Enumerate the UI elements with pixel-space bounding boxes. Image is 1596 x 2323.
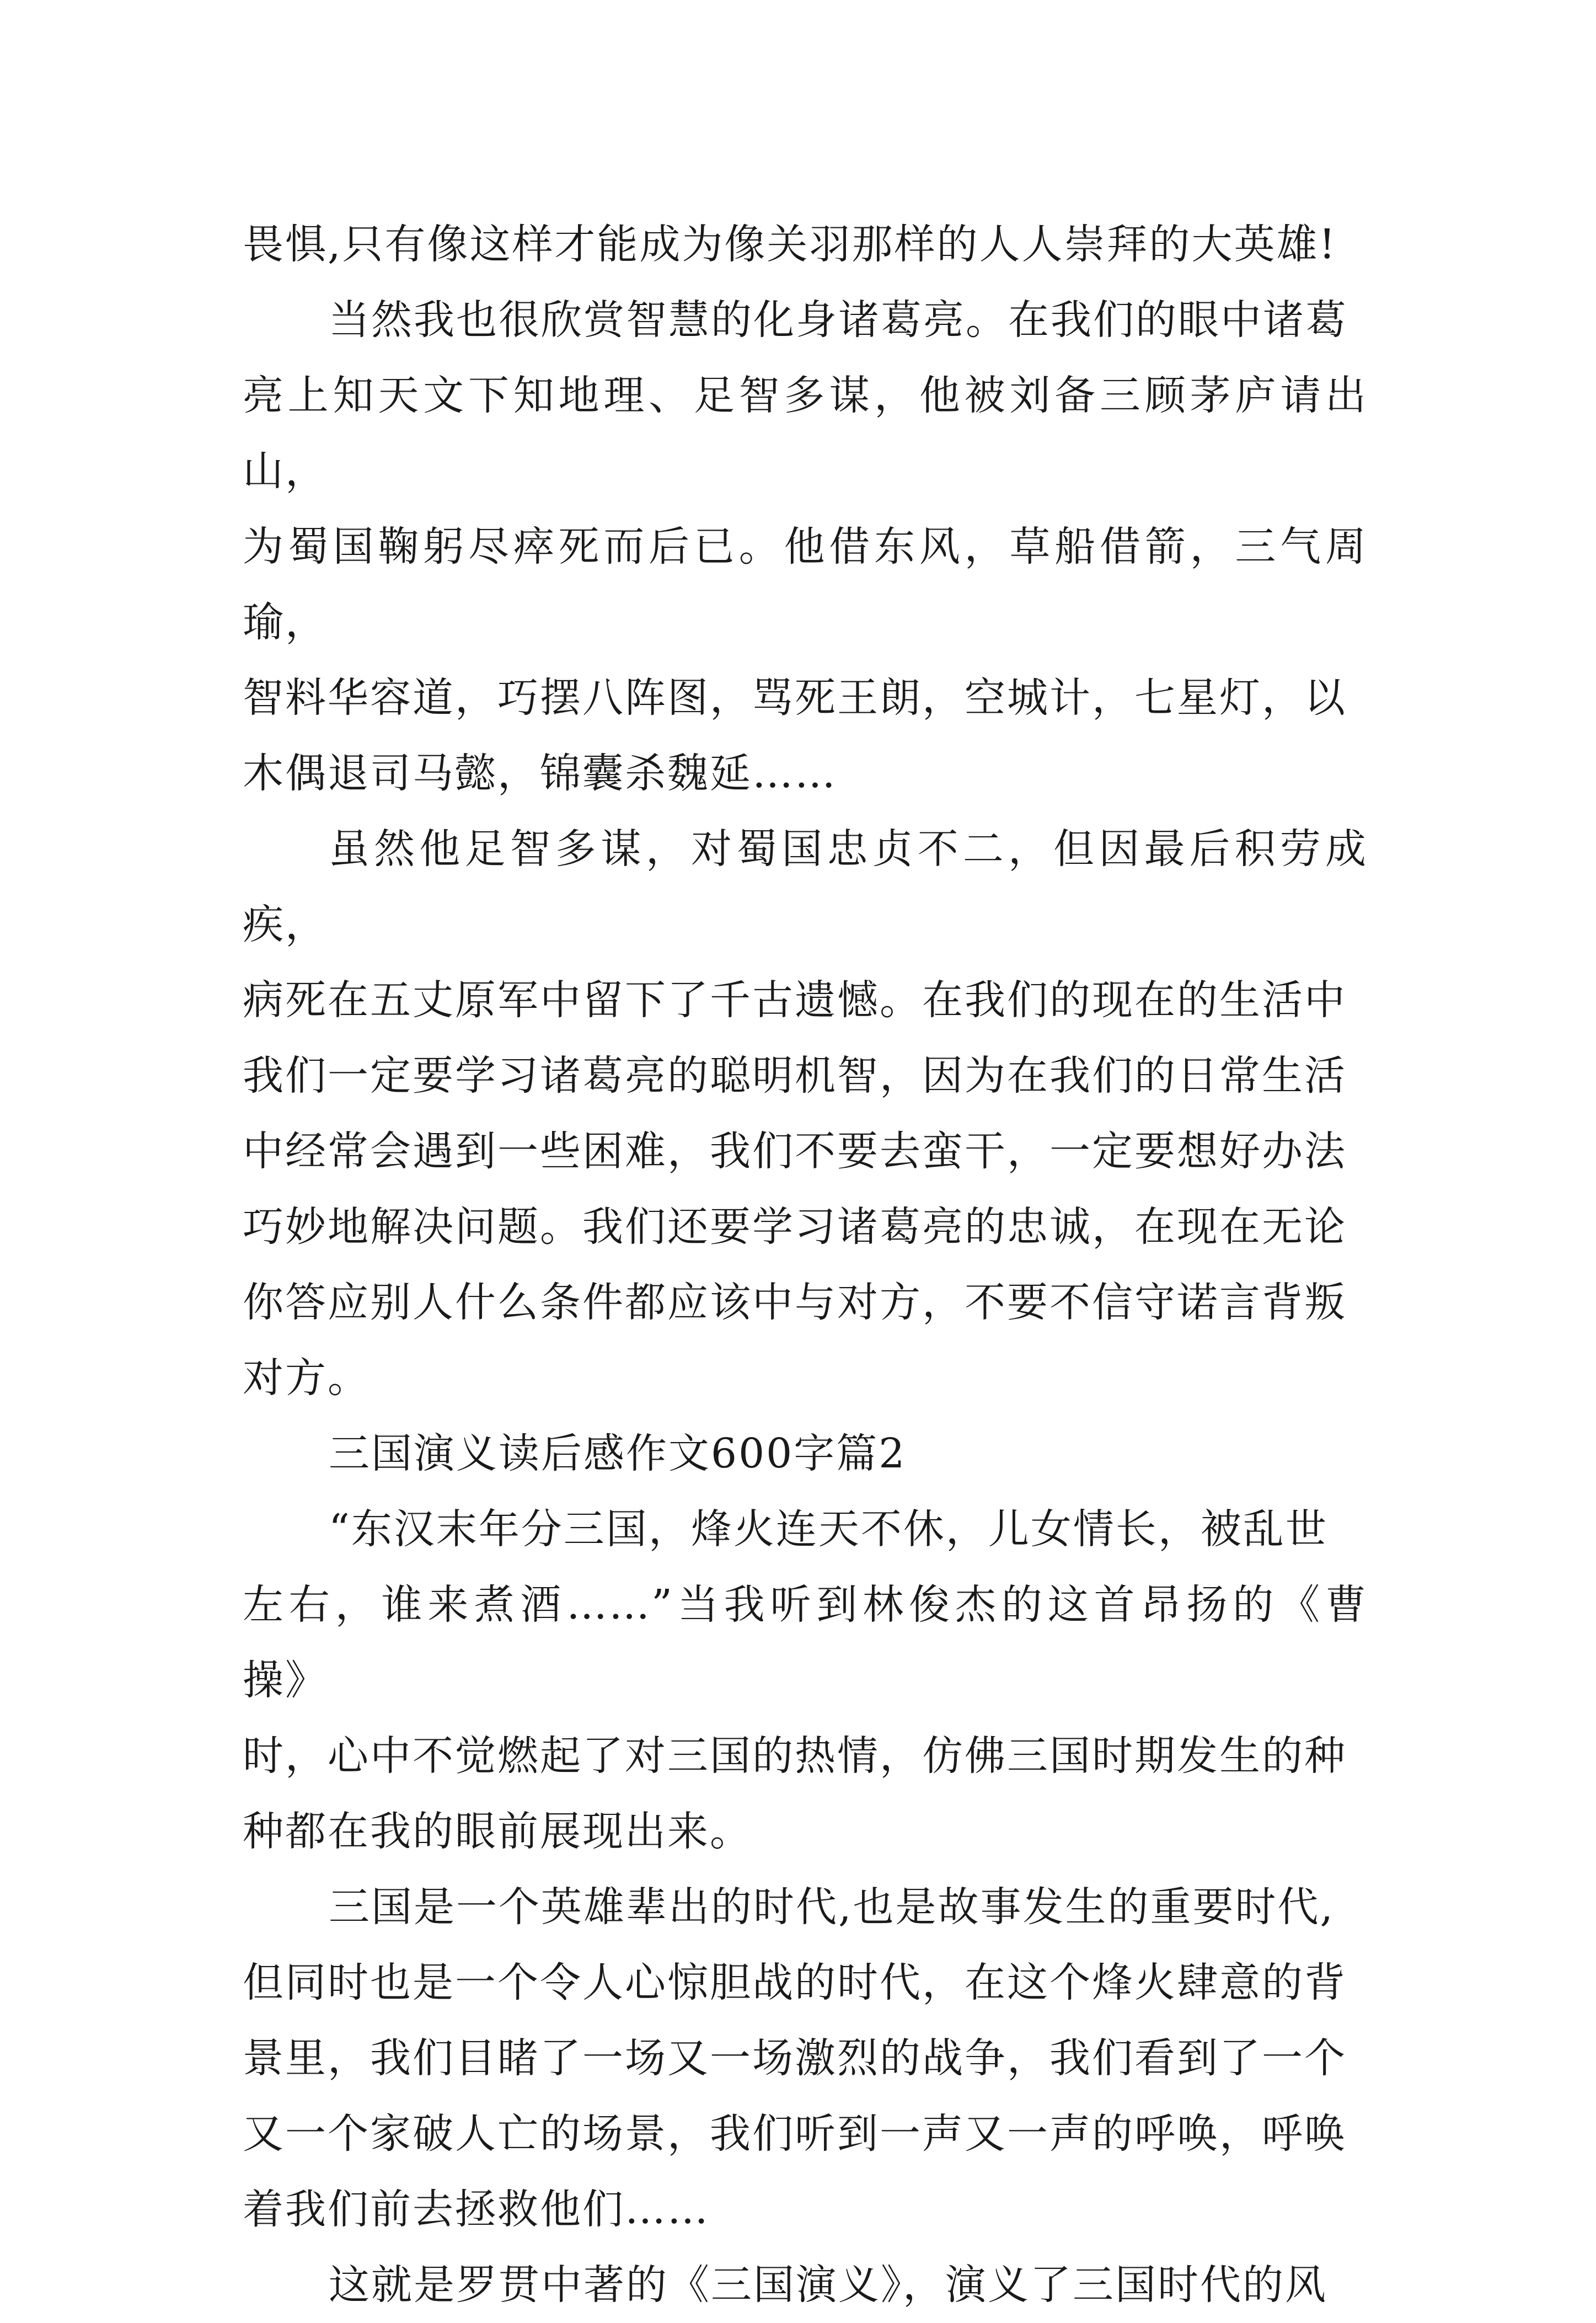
text-line: 病死在五丈原军中留下了千古遗憾。在我们的现在的生活中 — [243, 976, 1347, 1024]
text-line: 木偶退司马懿，锦囊杀魏延…… — [243, 750, 837, 797]
text-line: 种都在我的眼前展现出来。 — [243, 1808, 752, 1855]
paragraph-2 — [243, 282, 1368, 811]
heading-text: 三国演义读后感作文600字篇2 — [329, 1430, 907, 1477]
text-line: 畏惧,只有像这样才能成为像关羽那样的人人崇拜的大英雄! — [243, 221, 1337, 268]
text-line: 但同时也是一个令人心惊胆战的时代，在这个烽火肆意的背 — [243, 1959, 1347, 2006]
text-line: “东汉末年分三国，烽火连天不休，儿女情长，被乱世 — [329, 1505, 1328, 1553]
text-line: 左右，谁来煮酒……”当我听到林俊杰的这首昂扬的《曹操》 — [243, 1581, 1368, 1704]
text-line: 三国是一个英雄辈出的时代,也是故事发生的重要时代, — [329, 1883, 1335, 1931]
paragraph-1 — [243, 207, 1368, 282]
text-line: 景里，我们目睹了一场又一场激烈的战争，我们看到了一个 — [243, 2034, 1347, 2082]
text-line: 虽然他足智多谋，对蜀国忠贞不二，但因最后积劳成疾， — [243, 825, 1368, 948]
text-line: 我们一定要学习诸葛亮的聪明机智，因为在我们的日常生活 — [243, 1052, 1347, 1099]
text-line: 智料华容道，巧摆八阵图，骂死王朗，空城计，七星灯，以 — [243, 674, 1347, 722]
text-line: 时，心中不觉燃起了对三国的热情，仿佛三国时期发生的种 — [243, 1732, 1347, 1780]
text-line: 这就是罗贯中著的《三国演义》，演义了三国时代的风 — [329, 2261, 1327, 2309]
text-line: 对方。 — [243, 1354, 370, 1402]
text-line: 着我们前去拯救他们…… — [243, 2186, 710, 2233]
text-line: 当然我也很欣赏智慧的化身诸葛亮。在我们的眼中诸葛 — [329, 296, 1348, 344]
text-line: 你答应别人什么条件都应该中与对方，不要不信守诺言背叛 — [243, 1279, 1347, 1326]
text-line: 巧妙地解决问题。我们还要学习诸葛亮的忠诚，在现在无论 — [243, 1203, 1347, 1251]
paragraph-3 — [243, 811, 1368, 1416]
text-line: 中经常会遇到一些困难，我们不要去蛮干，一定要想好办法 — [243, 1128, 1347, 1175]
text-line: 为蜀国鞠躬尽瘁死而后已。他借东风，草船借箭，三气周瑜， — [243, 523, 1368, 646]
text-line: 亮上知天文下知地理、足智多谋，他被刘备三顾茅庐请出山， — [243, 372, 1368, 495]
paragraph-4 — [243, 1492, 1368, 1870]
paragraph-6 — [243, 2247, 1368, 2323]
paragraph-5 — [243, 1870, 1368, 2247]
section-heading — [243, 1416, 1368, 1492]
text-line: 又一个家破人亡的场景，我们听到一声又一声的呼唤，呼唤 — [243, 2110, 1347, 2158]
document-body — [243, 207, 1368, 2323]
